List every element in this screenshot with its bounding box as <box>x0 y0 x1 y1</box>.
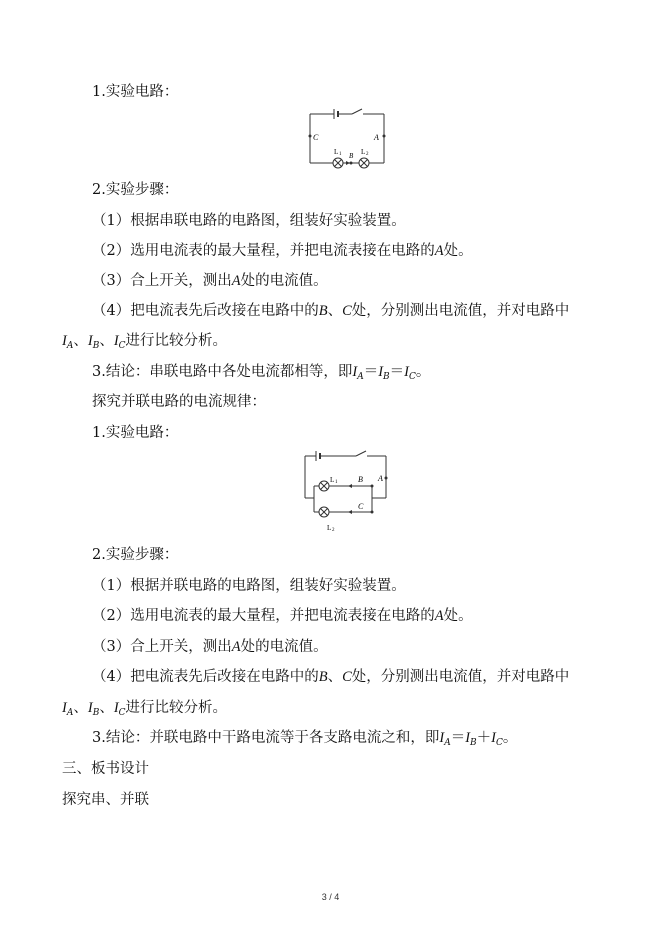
page-number: 3 / 4 <box>321 892 340 902</box>
series-step-3: （3）合上开关，测出A处的电流值。 <box>92 273 328 289</box>
section-3-heading: 三、板书设计 <box>62 761 149 777</box>
parallel-step-4: （4）把电流表先后改接在电路中的B、C处，分别测出电流值，并对电路中 <box>92 669 570 685</box>
series-step-2: （2）选用电流表的最大量程，并把电流表接在电路的A处。 <box>92 243 473 259</box>
parallel-label-b: B <box>358 475 363 484</box>
series-step-4: （4）把电流表先后改接在电路中的B、C处，分别测出电流值，并对电路中 <box>92 303 570 319</box>
series-conclusion: 3.结论：串联电路中各处电流都相等，即$I_A=I_B=I_C$。 <box>92 364 431 382</box>
board-design-text: 探究串、并联 <box>62 792 149 808</box>
series-label-l1: L <box>334 148 339 156</box>
series-label-c: C <box>313 133 319 142</box>
parallel-label-l1-sub: 1 <box>335 480 338 485</box>
series-label-l1-sub: 1 <box>339 152 342 157</box>
parallel-step-2: （2）选用电流表的最大量程，并把电流表接在电路的A处。 <box>92 608 473 624</box>
parallel-circuit-diagram <box>300 450 392 536</box>
series-circuit-diagram <box>306 106 388 170</box>
series-steps-heading: 2.实验步骤： <box>92 182 179 198</box>
series-circuit-heading: 1.实验电路： <box>92 84 179 100</box>
series-label-l2: L <box>361 148 366 156</box>
series-step-1: （1）根据串联电路的电路图，组装好实验装置。 <box>92 213 406 229</box>
parallel-label-c: C <box>358 502 364 511</box>
series-label-a: A <box>374 133 379 142</box>
series-step-4-continued: $I_A$、$I_B$、$I_C$进行比较分析。 <box>62 333 228 351</box>
parallel-circuit-heading: 1.实验电路： <box>92 425 179 441</box>
parallel-step-4-continued: $I_A$、$I_B$、$I_C$进行比较分析。 <box>62 700 228 718</box>
parallel-label-l2-sub: 2 <box>332 528 335 533</box>
parallel-step-3: （3）合上开关，测出A处的电流值。 <box>92 639 328 655</box>
parallel-conclusion: 3.结论：并联电路中干路电流等于各支路电流之和，即$I_A=I_B+I_C$。 <box>92 730 518 748</box>
parallel-label-l1: L <box>330 476 335 484</box>
series-label-l2-sub: 2 <box>366 152 369 157</box>
parallel-steps-heading: 2.实验步骤： <box>92 547 179 563</box>
parallel-label-l2: L <box>327 524 332 532</box>
parallel-topic-heading: 探究并联电路的电流规律： <box>92 394 266 410</box>
series-label-b: B <box>349 152 354 160</box>
parallel-step-1: （1）根据并联电路的电路图，组装好实验装置。 <box>92 578 406 594</box>
parallel-label-a: A <box>378 474 383 483</box>
